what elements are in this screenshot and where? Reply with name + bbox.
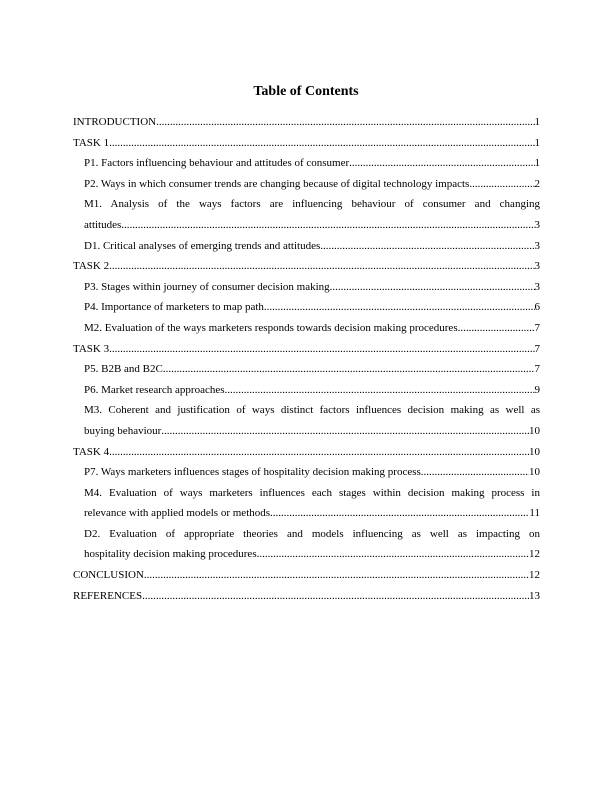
toc-page-number: 3: [534, 280, 540, 293]
toc-entry-m3[interactable]: [73, 400, 540, 441]
toc-entry-label: TASK 1: [73, 136, 110, 149]
toc-entry-p2[interactable]: [73, 174, 540, 195]
toc-entry-d1[interactable]: [73, 236, 540, 257]
toc-leader-dots: [109, 256, 534, 277]
toc-leader-dots: [142, 586, 529, 607]
toc-page-number: 6: [534, 301, 540, 314]
toc-leader-dots: [163, 359, 535, 380]
toc-entry-m1[interactable]: [73, 194, 540, 235]
toc-entry-label-line2: buying behaviour: [84, 424, 162, 437]
toc-entry-label: P3. Stages within journey of consumer decision making: [84, 280, 330, 293]
toc-entry-references[interactable]: [73, 586, 540, 607]
toc-page-number: 11: [529, 507, 540, 520]
toc-entry-label-line1: D2. Evaluation of appropriate theories and models influencing as well as impacting on: [84, 527, 540, 540]
toc-page-number: 9: [534, 383, 540, 396]
toc-page-number: 10: [529, 466, 540, 479]
toc-title: Table of Contents: [253, 84, 359, 99]
toc-leader-dots: [109, 442, 529, 463]
toc-entry-p6[interactable]: [73, 380, 540, 401]
toc-leader-dots: [156, 112, 534, 133]
toc-page-number: 1: [534, 157, 540, 170]
toc-entry-task-1[interactable]: [73, 133, 540, 154]
toc-entry-label: CONCLUSION: [73, 569, 144, 582]
toc-entry-label: P4. Importance of marketers to map path: [84, 301, 264, 314]
toc-entry-m4[interactable]: [73, 483, 540, 524]
toc-leader-dots: [225, 380, 535, 401]
toc-entry-label-line1: M3. Coherent and justification of ways distinct factors influences decision making as well as: [84, 404, 540, 417]
toc-leader-dots: [257, 544, 529, 565]
toc-entry-p7[interactable]: [73, 462, 540, 483]
toc-entry-label: TASK 2: [73, 260, 110, 273]
toc-entry-label: INTRODUCTION: [73, 116, 157, 128]
toc-leader-dots: [109, 339, 534, 360]
toc-entry-label: TASK 4: [73, 445, 110, 458]
toc-page-number: 3: [534, 218, 540, 231]
toc-entry-label-line2: attitudes: [84, 218, 122, 231]
toc-entry-label-line1: M4. Evaluation of ways marketers influences each stages within decision making process in: [84, 486, 540, 499]
toc-page-number: 13: [529, 589, 540, 602]
toc-leader-dots: [264, 297, 535, 318]
toc-entry-p1[interactable]: [73, 153, 540, 174]
toc-entry-label: TASK 3: [73, 342, 110, 355]
toc-page-number: 10: [529, 445, 540, 458]
toc-entry-label: P7. Ways marketers influences stages of hospitality decision making process: [84, 466, 421, 479]
toc-entry-label: D1. Critical analyses of emerging trends and attitudes: [84, 239, 321, 252]
toc-leader-dots: [320, 236, 534, 257]
toc-page-number: 2: [534, 177, 540, 190]
toc-page-number: 7: [534, 342, 540, 355]
toc-entry-label: P5. B2B and B2C: [84, 363, 163, 376]
toc-page-number: 7: [534, 363, 540, 376]
toc-page-number: 1: [534, 116, 540, 128]
toc-leader-dots: [349, 153, 534, 174]
toc-entry-label-line1: M1. Analysis of the ways factors are influencing behaviour of consumer and changing: [84, 198, 540, 211]
toc-entry-p5[interactable]: [73, 359, 540, 380]
toc-leader-dots: [458, 318, 535, 339]
toc-entry-d2[interactable]: [73, 524, 540, 565]
toc-entry-label-line2: relevance with applied models or methods: [84, 507, 271, 520]
toc-entry-p4[interactable]: [73, 297, 540, 318]
toc-page-number: 10: [529, 424, 540, 437]
toc-page-number: 12: [529, 548, 540, 561]
toc-page-number: 7: [534, 321, 540, 334]
toc-leader-dots: [121, 215, 534, 236]
toc-leader-dots: [469, 174, 534, 195]
toc-page-number: 3: [534, 260, 540, 273]
toc-entry-label: P6. Market research approaches: [84, 383, 225, 396]
toc-page-number: 1: [534, 136, 540, 149]
toc-leader-dots: [161, 421, 529, 442]
toc-entry-conclusion[interactable]: [73, 565, 540, 586]
toc-entry-m2[interactable]: [73, 318, 540, 339]
toc-leader-dots: [270, 503, 529, 524]
toc-leader-dots: [109, 133, 534, 154]
toc-entry-label: REFERENCES: [73, 589, 143, 602]
toc-entry-introduction[interactable]: [73, 112, 540, 133]
toc-leader-dots: [144, 565, 529, 586]
toc-page-number: 3: [534, 239, 540, 252]
toc-entry-task-3[interactable]: [73, 339, 540, 360]
toc-entry-label: M2. Evaluation of the ways marketers responds towards decision making procedures: [84, 321, 458, 334]
toc-leader-dots: [330, 277, 535, 298]
table-of-contents: [73, 112, 540, 606]
toc-entry-task-2[interactable]: [73, 256, 540, 277]
toc-entry-label: P2. Ways in which consumer trends are changing because of digital technology impacts: [84, 177, 470, 190]
toc-page-number: 12: [529, 569, 540, 582]
toc-leader-dots: [421, 462, 529, 483]
toc-entry-label: P1. Factors influencing behaviour and attitudes of consumer: [84, 157, 350, 170]
toc-entry-label-line2: hospitality decision making procedures: [84, 548, 257, 561]
toc-entry-task-4[interactable]: [73, 442, 540, 463]
toc-entry-p3[interactable]: [73, 277, 540, 298]
